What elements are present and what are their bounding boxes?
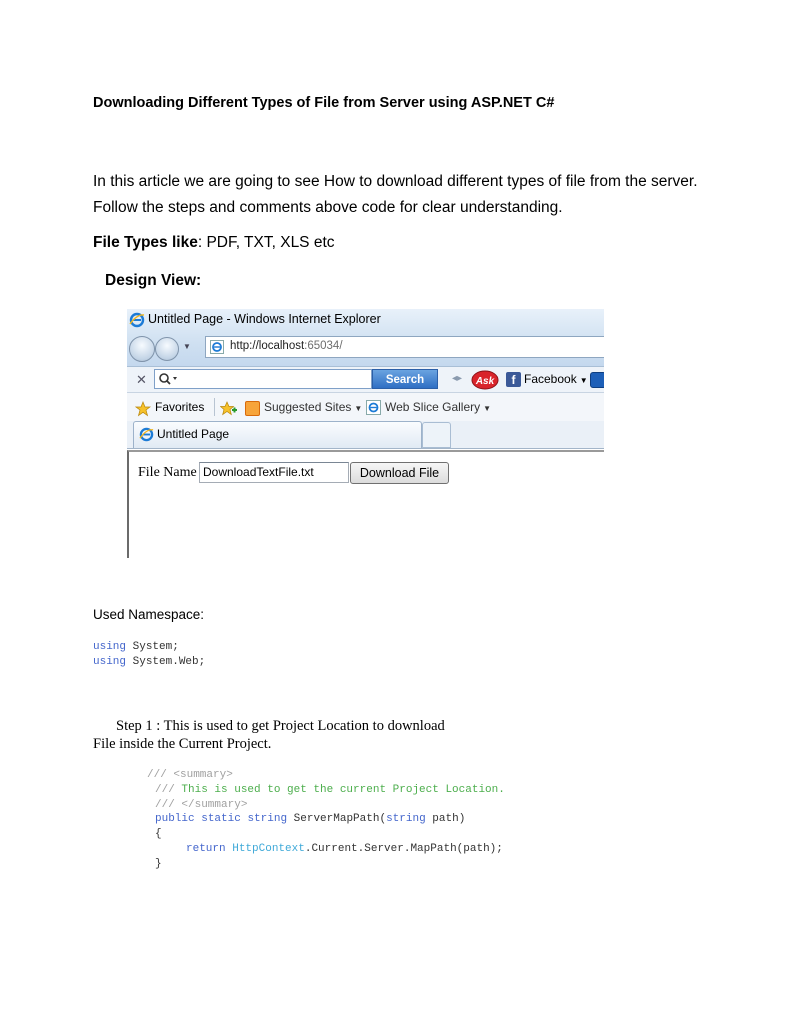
favorites-button[interactable]: Favorites: [155, 400, 205, 414]
ie-icon: [129, 312, 145, 328]
intro-paragraph: In this article we are going to see How to download different types of file from the server. Follow the steps and comments above code for clear understanding.: [93, 173, 698, 216]
namespace-heading: Used Namespace:: [93, 607, 205, 622]
step1-line1: Step 1 : This is used to get Project Location to download: [116, 718, 445, 734]
window-title: Untitled Page - Windows Internet Explorer: [148, 312, 381, 326]
code-return-line: return HttpContext.Current.Server.MapPath(path);: [186, 843, 503, 855]
file-types-label: File Types like: [93, 234, 198, 251]
forward-button[interactable]: [155, 337, 179, 361]
namespace-code-line-1: using System;: [93, 641, 179, 653]
address-bar[interactable]: [205, 336, 604, 358]
new-tab-button[interactable]: [422, 422, 451, 448]
browser-titlebar: [127, 309, 604, 367]
download-file-button[interactable]: Download File: [350, 462, 449, 484]
suggested-sites-menu[interactable]: Suggested Sites ▼: [264, 400, 363, 414]
namespace-code-line-2: using System.Web;: [93, 656, 206, 668]
page-content: [127, 450, 604, 558]
file-name-label: File Name: [138, 465, 197, 480]
design-view-heading: Design View:: [105, 272, 202, 289]
add-favorites-icon[interactable]: [220, 401, 238, 417]
code-comment-line: /// This is used to get the current Project Location.: [155, 784, 505, 796]
tab-untitled-page[interactable]: [133, 421, 422, 448]
tab-label: Untitled Page: [157, 427, 230, 441]
code-signature: public static string ServerMapPath(string path): [155, 813, 466, 825]
search-icon: [158, 372, 180, 386]
file-types-value: : PDF, TXT, XLS etc: [197, 234, 335, 251]
code-summary-open: /// <summary>: [147, 769, 233, 781]
play-icon[interactable]: [590, 372, 604, 388]
code-close-brace: }: [155, 858, 162, 870]
favorites-separator: [214, 398, 215, 416]
browser-screenshot: [127, 309, 604, 558]
web-slice-gallery-menu[interactable]: Web Slice Gallery ▼: [385, 400, 492, 414]
toolbar-separator-icon: ◂▸: [452, 373, 463, 384]
svg-text:Ask: Ask: [475, 376, 495, 387]
address-url: http://localhost:65034/: [230, 340, 343, 352]
ask-icon[interactable]: [470, 370, 500, 390]
code-open-brace: {: [155, 828, 162, 840]
facebook-menu[interactable]: Facebook ▼: [524, 372, 588, 386]
favorites-star-icon[interactable]: [135, 401, 151, 417]
back-button[interactable]: [129, 336, 155, 362]
web-slice-icon: [366, 400, 381, 415]
search-toolbar: [127, 367, 604, 393]
suggested-sites-icon: [245, 401, 260, 416]
nav-history-dropdown-icon[interactable]: ▼: [183, 342, 191, 351]
tab-ie-icon: [139, 427, 154, 442]
close-toolbar-icon[interactable]: ✕: [136, 372, 147, 387]
search-input[interactable]: [154, 369, 372, 389]
document-title: Downloading Different Types of File from Server using ASP.NET C#: [93, 95, 555, 111]
search-button[interactable]: Search: [372, 369, 438, 389]
file-name-input[interactable]: DownloadTextFile.txt: [199, 462, 349, 483]
code-summary-close: /// </summary>: [155, 799, 248, 811]
step1-line2: File inside the Current Project.: [93, 736, 272, 752]
file-types-line: [93, 234, 335, 252]
facebook-icon[interactable]: f: [506, 372, 521, 387]
tab-row: [127, 421, 604, 449]
page-ie-icon: [210, 340, 224, 354]
favorites-bar: [127, 393, 604, 421]
